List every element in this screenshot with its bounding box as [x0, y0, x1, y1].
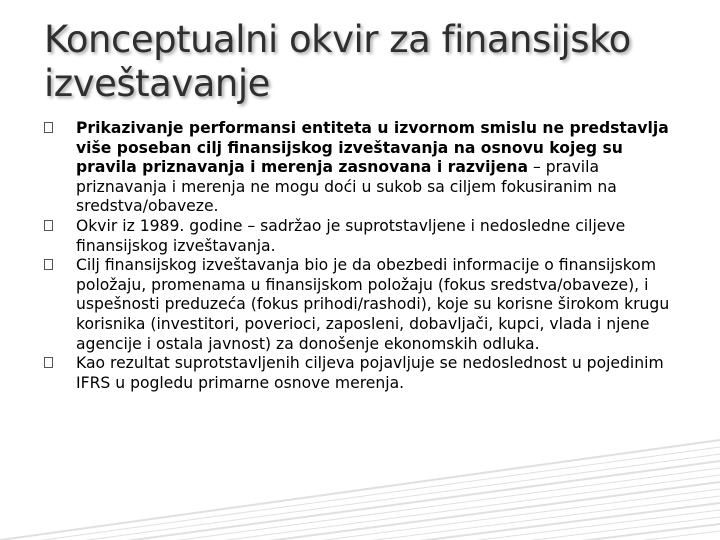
bullet-box-icon — [44, 122, 53, 133]
diagonal-stripes-graphic — [0, 420, 720, 540]
decor-stripe — [0, 447, 720, 540]
bullet-box-icon — [44, 220, 53, 231]
bullet-box-icon — [44, 259, 53, 270]
decor-stripe — [0, 440, 720, 540]
bullet-bold-text: Prikazivanje performansi entiteta u izvornom smislu ne predstavlja više poseban cilj finansijskog izveštavanja na osnovu kojeg su pravila priznavanja i merenja zasnovana i razvijena — [76, 119, 669, 177]
bullet-item — [40, 119, 680, 217]
bullet-text: Kao rezultat suprotstavljenih ciljeva pojavljuje se nedoslednost u pojedinim IFRS u pogledu primarne osnove merenja. — [76, 354, 664, 392]
bullet-box-icon — [44, 357, 53, 368]
bullet-list — [40, 119, 680, 393]
bullet-item — [40, 256, 680, 354]
bullet-item — [40, 354, 680, 393]
bullet-text: Okvir iz 1989. godine – sadržao je suprotstavljene i nedosledne ciljeve finansijskog izveštavanja. — [76, 216, 626, 255]
slide-title-line1: Konceptualni okvir za finansijsko — [44, 18, 631, 61]
bullet-text: – pravila priznavanja i merenja ne mogu doći u sukob sa ciljem fokusiranim na sredstva/obaveze. — [76, 158, 617, 216]
bullet-item — [40, 217, 680, 256]
slide-title — [44, 18, 664, 106]
bullet-text: Cilj finansijskog izveštavanja bio je da obezbedi informacije o finansijskom položaju, promenama u finansijskom položaju (fokus sredstva/obaveze), i uspešnosti preduzeća (fokus prihodi/rashodi), koje su korisne širokom krugu korisnika (investitori, poverioci, zaposleni, dobavljači, kupci, vlada i njene agencije i ostala javnost) za donošenje ekonomskih odluka. — [76, 256, 670, 353]
decorative-footer-stripes — [0, 420, 720, 540]
slide-title-line2: izveštavanje — [44, 62, 270, 105]
